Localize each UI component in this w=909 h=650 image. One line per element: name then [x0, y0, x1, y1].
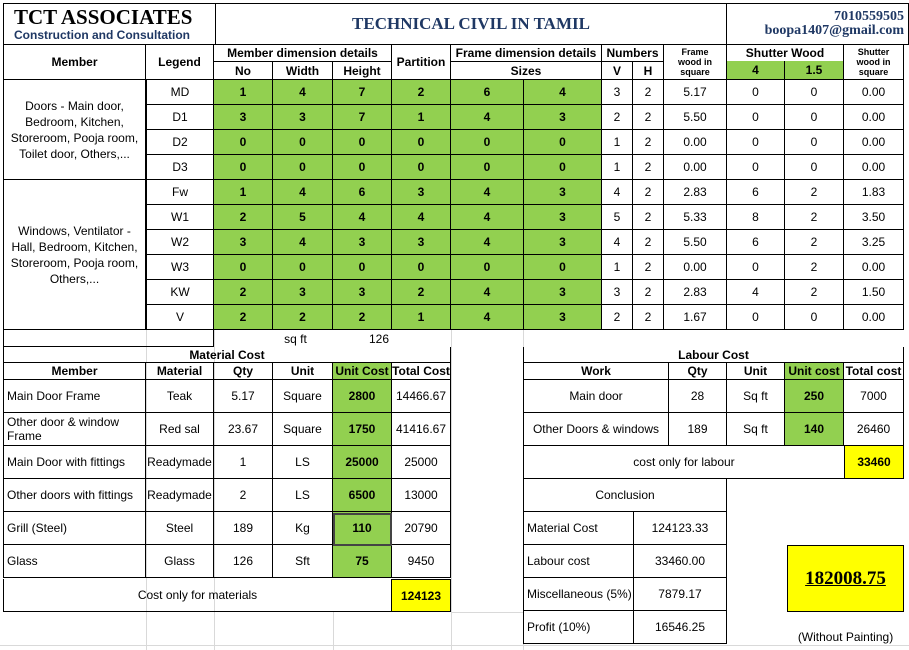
row-fw-height[interactable]: 6 [333, 180, 392, 205]
row-kw-shutter-a[interactable]: 4 [727, 280, 785, 305]
material-total-label: Cost only for materials [3, 579, 392, 612]
row-md-shutter-sq[interactable]: 0.00 [844, 80, 904, 105]
shutter-param-b: 1.5 [785, 61, 844, 80]
sqft-label: sq ft [284, 331, 307, 346]
labour-total-value: 33460 [844, 446, 904, 479]
conclusion-value-2[interactable]: 7879.17 [634, 578, 727, 611]
row-w2-shutter-a[interactable]: 6 [727, 230, 785, 255]
gridline [451, 330, 452, 650]
row-v-width[interactable]: 2 [273, 305, 333, 330]
col-header-frame-wood: Frame wood in square [664, 45, 727, 80]
row-v-shutter-b[interactable]: 0 [785, 305, 844, 330]
labour-row-0-qty[interactable]: 28 [669, 380, 727, 413]
col-header-no: No [214, 62, 273, 80]
material-header-member: Member [3, 363, 146, 380]
col-header-legend: Legend [146, 45, 214, 80]
row-fw-partition[interactable]: 3 [392, 180, 451, 205]
material-row-5-qty[interactable]: 126 [214, 545, 273, 578]
row-kw-partition[interactable]: 2 [392, 280, 451, 305]
material-row-1-qty[interactable]: 23.67 [214, 413, 273, 446]
row-d1-size-b[interactable]: 3 [524, 105, 602, 130]
material-row-2-total-cost[interactable]: 25000 [392, 446, 451, 479]
row-d1-height[interactable]: 7 [333, 105, 392, 130]
material-row-3-qty[interactable]: 2 [214, 479, 273, 512]
labour-row-1-work[interactable]: Other Doors & windows [523, 413, 669, 446]
material-row-0-material[interactable]: Teak [146, 380, 214, 413]
row-d1-shutter-a[interactable]: 0 [727, 105, 785, 130]
row-kw-size-b[interactable]: 3 [524, 280, 602, 305]
row-md-no[interactable]: 1 [214, 80, 273, 105]
material-row-0-member[interactable]: Main Door Frame [3, 380, 146, 413]
row-md-size-a[interactable]: 6 [451, 80, 524, 105]
row-d2-h[interactable]: 2 [633, 130, 664, 155]
row-w3-legend[interactable]: W3 [146, 255, 214, 280]
row-w3-partition[interactable]: 0 [392, 255, 451, 280]
material-row-2-unit[interactable]: LS [273, 446, 333, 479]
row-v-h[interactable]: 2 [633, 305, 664, 330]
material-cost-title: Material Cost [3, 347, 451, 363]
row-fw-shutter-b[interactable]: 2 [785, 180, 844, 205]
row-kw-shutter-sq[interactable]: 1.50 [844, 280, 904, 305]
labour-row-1-total-cost[interactable]: 26460 [844, 413, 904, 446]
material-row-0-qty[interactable]: 5.17 [214, 380, 273, 413]
email-address: boopa1407@gmail.com [764, 23, 904, 38]
row-w1-legend[interactable]: W1 [146, 205, 214, 230]
material-row-5-material[interactable]: Glass [146, 545, 214, 578]
sheet-title: TECHNICAL CIVIL IN TAMIL [216, 3, 727, 45]
row-d1-no[interactable]: 3 [214, 105, 273, 130]
row-w2-partition[interactable]: 3 [392, 230, 451, 255]
row-w2-h[interactable]: 2 [633, 230, 664, 255]
row-d3-shutter-b[interactable]: 0 [785, 155, 844, 180]
material-row-2-member[interactable]: Main Door with fittings [3, 446, 146, 479]
row-d2-no[interactable]: 0 [214, 130, 273, 155]
material-row-1-member[interactable]: Other door & window Frame [3, 413, 146, 446]
row-d1-shutter-sq[interactable]: 0.00 [844, 105, 904, 130]
row-w2-shutter-sq[interactable]: 3.25 [844, 230, 904, 255]
material-row-3-unit-cost[interactable]: 6500 [333, 479, 392, 512]
labour-row-1-unit[interactable]: Sq ft [727, 413, 785, 446]
row-d3-shutter-sq[interactable]: 0.00 [844, 155, 904, 180]
material-header-qty: Qty [214, 363, 273, 380]
phone-number: 7010559505 [834, 9, 904, 24]
selected-cell-outline[interactable] [333, 513, 392, 546]
labour-row-0-unit-cost[interactable]: 250 [785, 380, 844, 413]
row-d1-shutter-b[interactable]: 0 [785, 105, 844, 130]
row-kw-frame-wood[interactable]: 2.83 [664, 280, 727, 305]
row-kw-height[interactable]: 3 [333, 280, 392, 305]
labour-header-qty: Qty [669, 363, 727, 380]
row-v-v[interactable]: 2 [602, 305, 633, 330]
row-w2-legend[interactable]: W2 [146, 230, 214, 255]
row-d2-shutter-a[interactable]: 0 [727, 130, 785, 155]
contact-block [727, 3, 909, 45]
row-d2-shutter-b[interactable]: 0 [785, 130, 844, 155]
conclusion-value-1[interactable]: 33460.00 [634, 545, 727, 578]
row-w2-size-a[interactable]: 4 [451, 230, 524, 255]
row-v-height[interactable]: 2 [333, 305, 392, 330]
row-w3-height[interactable]: 0 [333, 255, 392, 280]
col-header-width: Width [273, 62, 333, 80]
group-doors: Doors - Main door, Bedroom, Kitchen, Storeroom, Pooja room, Toilet door, Others,... [3, 80, 146, 180]
row-w1-v[interactable]: 5 [602, 205, 633, 230]
row-w2-size-b[interactable]: 3 [524, 230, 602, 255]
row-w1-h[interactable]: 2 [633, 205, 664, 230]
col-header-member: Member [3, 45, 146, 80]
labour-row-0-work[interactable]: Main door [523, 380, 669, 413]
grand-total-note: (Without Painting) [797, 629, 894, 644]
row-d3-size-b[interactable]: 0 [524, 155, 602, 180]
col-header-h: H [633, 62, 664, 80]
col-header-frame-dim: Frame dimension details [451, 45, 602, 62]
row-v-size-a[interactable]: 4 [451, 305, 524, 330]
row-fw-shutter-a[interactable]: 6 [727, 180, 785, 205]
conclusion-label-3: Profit (10%) [523, 611, 634, 644]
shutter-param-a: 4 [727, 61, 785, 80]
labour-cost-title: Labour Cost [523, 347, 904, 363]
gridline [451, 612, 523, 613]
row-fw-width[interactable]: 4 [273, 180, 333, 205]
material-row-0-unit[interactable]: Square [273, 380, 333, 413]
row-w3-v[interactable]: 1 [602, 255, 633, 280]
row-d3-shutter-a[interactable]: 0 [727, 155, 785, 180]
row-w1-shutter-a[interactable]: 8 [727, 205, 785, 230]
row-d3-frame-wood[interactable]: 0.00 [664, 155, 727, 180]
row-md-legend[interactable]: MD [146, 80, 214, 105]
row-w2-height[interactable]: 3 [333, 230, 392, 255]
material-row-4-total-cost[interactable]: 20790 [392, 512, 451, 545]
row-d3-partition[interactable]: 0 [392, 155, 451, 180]
row-w1-shutter-b[interactable]: 2 [785, 205, 844, 230]
row-md-partition[interactable]: 2 [392, 80, 451, 105]
row-kw-size-a[interactable]: 4 [451, 280, 524, 305]
row-w2-width[interactable]: 4 [273, 230, 333, 255]
company-tagline: Construction and Consultation [14, 28, 190, 42]
material-row-2-qty[interactable]: 1 [214, 446, 273, 479]
row-d3-h[interactable]: 2 [633, 155, 664, 180]
row-w1-frame-wood[interactable]: 5.33 [664, 205, 727, 230]
material-header-material: Material [146, 363, 214, 380]
row-md-frame-wood[interactable]: 5.17 [664, 80, 727, 105]
col-header-numbers: Numbers [602, 45, 664, 62]
material-row-4-qty[interactable]: 189 [214, 512, 273, 545]
material-row-1-total-cost[interactable]: 41416.67 [392, 413, 451, 446]
row-w3-width[interactable]: 0 [273, 255, 333, 280]
row-kw-shutter-b[interactable]: 2 [785, 280, 844, 305]
row-md-shutter-b[interactable]: 0 [785, 80, 844, 105]
row-w3-size-a[interactable]: 0 [451, 255, 524, 280]
row-d1-partition[interactable]: 1 [392, 105, 451, 130]
company-block [3, 3, 216, 45]
row-v-partition[interactable]: 1 [392, 305, 451, 330]
row-w1-partition[interactable]: 4 [392, 205, 451, 230]
row-d1-legend[interactable]: D1 [146, 105, 214, 130]
row-v-shutter-a[interactable]: 0 [727, 305, 785, 330]
col-header-member-dim: Member dimension details [214, 45, 392, 62]
row-fw-frame-wood[interactable]: 2.83 [664, 180, 727, 205]
row-md-shutter-a[interactable]: 0 [727, 80, 785, 105]
row-d2-size-a[interactable]: 0 [451, 130, 524, 155]
material-row-5-total-cost[interactable]: 9450 [392, 545, 451, 578]
labour-header-unit-cost: Unit cost [785, 363, 844, 380]
row-v-shutter-sq[interactable]: 0.00 [844, 305, 904, 330]
material-row-2-unit-cost[interactable]: 25000 [333, 446, 392, 479]
row-w2-frame-wood[interactable]: 5.50 [664, 230, 727, 255]
col-header-shutter-wood: Shutter Wood [727, 45, 844, 61]
gridline [0, 645, 909, 646]
material-row-1-unit-cost[interactable]: 1750 [333, 413, 392, 446]
row-d2-v[interactable]: 1 [602, 130, 633, 155]
labour-header-total-cost: Total cost [844, 363, 904, 380]
row-v-frame-wood[interactable]: 1.67 [664, 305, 727, 330]
row-fw-v[interactable]: 4 [602, 180, 633, 205]
material-row-2-material[interactable]: Readymade [146, 446, 214, 479]
material-row-4-material[interactable]: Steel [146, 512, 214, 545]
row-w1-size-b[interactable]: 3 [524, 205, 602, 230]
sqft-spacer [3, 330, 214, 347]
row-v-no[interactable]: 2 [214, 305, 273, 330]
conclusion-label-0: Material Cost [523, 512, 634, 545]
row-w3-frame-wood[interactable]: 0.00 [664, 255, 727, 280]
row-w1-height[interactable]: 4 [333, 205, 392, 230]
row-md-h[interactable]: 2 [633, 80, 664, 105]
row-w3-shutter-sq[interactable]: 0.00 [844, 255, 904, 280]
material-row-5-member[interactable]: Glass [3, 545, 146, 578]
labour-header-unit: Unit [727, 363, 785, 380]
row-kw-width[interactable]: 3 [273, 280, 333, 305]
row-v-size-b[interactable]: 3 [524, 305, 602, 330]
company-name: TCT ASSOCIATES [14, 5, 193, 29]
row-d2-partition[interactable]: 0 [392, 130, 451, 155]
row-w1-no[interactable]: 2 [214, 205, 273, 230]
labour-header-work: Work [523, 363, 669, 380]
row-fw-no[interactable]: 1 [214, 180, 273, 205]
row-fw-shutter-sq[interactable]: 1.83 [844, 180, 904, 205]
material-row-0-total-cost[interactable]: 14466.67 [392, 380, 451, 413]
row-d3-no[interactable]: 0 [214, 155, 273, 180]
row-md-v[interactable]: 3 [602, 80, 633, 105]
conclusion-title: Conclusion [523, 479, 727, 512]
row-d1-width[interactable]: 3 [273, 105, 333, 130]
material-row-4-unit[interactable]: Kg [273, 512, 333, 545]
labour-row-0-total-cost[interactable]: 7000 [844, 380, 904, 413]
material-row-1-material[interactable]: Red sal [146, 413, 214, 446]
material-row-3-unit[interactable]: LS [273, 479, 333, 512]
row-fw-h[interactable]: 2 [633, 180, 664, 205]
row-kw-h[interactable]: 2 [633, 280, 664, 305]
material-row-5-unit-cost[interactable]: 75 [333, 545, 392, 578]
row-d2-frame-wood[interactable]: 0.00 [664, 130, 727, 155]
material-row-4-unit-cost[interactable]: 110 [333, 512, 392, 545]
row-d3-legend[interactable]: D3 [146, 155, 214, 180]
row-kw-legend[interactable]: KW [146, 280, 214, 305]
row-d1-v[interactable]: 2 [602, 105, 633, 130]
material-header-unit: Unit [273, 363, 333, 380]
col-header-partition: Partition [392, 45, 451, 80]
row-md-width[interactable]: 4 [273, 80, 333, 105]
row-kw-no[interactable]: 2 [214, 280, 273, 305]
row-d2-shutter-sq[interactable]: 0.00 [844, 130, 904, 155]
row-v-legend[interactable]: V [146, 305, 214, 330]
material-header-total-cost: Total Cost [392, 364, 450, 378]
row-w2-v[interactable]: 4 [602, 230, 633, 255]
row-d2-height[interactable]: 0 [333, 130, 392, 155]
col-header-v: V [602, 62, 633, 80]
row-d1-h[interactable]: 2 [633, 105, 664, 130]
row-w3-size-b[interactable]: 0 [524, 255, 602, 280]
row-w2-shutter-b[interactable]: 2 [785, 230, 844, 255]
material-row-3-total-cost[interactable]: 13000 [392, 479, 451, 512]
row-d1-size-a[interactable]: 4 [451, 105, 524, 130]
col-header-sizes: Sizes [451, 62, 602, 80]
row-d3-height[interactable]: 0 [333, 155, 392, 180]
material-row-3-material[interactable]: Readymade [146, 479, 214, 512]
material-row-4-member[interactable]: Grill (Steel) [3, 512, 146, 545]
row-w1-size-a[interactable]: 4 [451, 205, 524, 230]
row-d2-size-b[interactable]: 0 [524, 130, 602, 155]
grand-total: 182008.75 [787, 545, 904, 612]
col-header-shutter-square: Shutter wood in square [844, 45, 904, 80]
material-row-5-unit[interactable]: Sft [273, 545, 333, 578]
row-w3-shutter-a[interactable]: 0 [727, 255, 785, 280]
group-windows: Windows, Ventilator - Hall, Bedroom, Kitchen, Storeroom, Pooja room, Others,... [3, 180, 146, 330]
material-total-value: 124123 [392, 579, 451, 612]
row-d2-legend[interactable]: D2 [146, 130, 214, 155]
material-header-unit-cost: Unit Cost [333, 363, 392, 380]
row-fw-legend[interactable]: Fw [146, 180, 214, 205]
labour-total-label: cost only for labour [523, 446, 844, 479]
labour-row-1-unit-cost[interactable]: 140 [785, 413, 844, 446]
col-header-height: Height [333, 62, 392, 80]
row-w1-width[interactable]: 5 [273, 205, 333, 230]
material-row-1-unit[interactable]: Square [273, 413, 333, 446]
row-d3-size-a[interactable]: 0 [451, 155, 524, 180]
row-d1-frame-wood[interactable]: 5.50 [664, 105, 727, 130]
row-w3-h[interactable]: 2 [633, 255, 664, 280]
row-md-height[interactable]: 7 [333, 80, 392, 105]
row-d3-width[interactable]: 0 [273, 155, 333, 180]
sqft-value: 126 [368, 331, 389, 346]
conclusion-value-0[interactable]: 124123.33 [634, 512, 727, 545]
row-fw-size-a[interactable]: 4 [451, 180, 524, 205]
row-w3-no[interactable]: 0 [214, 255, 273, 280]
conclusion-label-2: Miscellaneous (5%) [523, 578, 634, 611]
row-w2-no[interactable]: 3 [214, 230, 273, 255]
row-md-size-b[interactable]: 4 [524, 80, 602, 105]
material-row-3-member[interactable]: Other doors with fittings [3, 479, 146, 512]
row-w3-shutter-b[interactable]: 2 [785, 255, 844, 280]
row-kw-v[interactable]: 3 [602, 280, 633, 305]
labour-row-0-unit[interactable]: Sq ft [727, 380, 785, 413]
labour-row-1-qty[interactable]: 189 [669, 413, 727, 446]
row-w1-shutter-sq[interactable]: 3.50 [844, 205, 904, 230]
row-d2-width[interactable]: 0 [273, 130, 333, 155]
material-row-0-unit-cost[interactable]: 2800 [333, 380, 392, 413]
conclusion-value-3[interactable]: 16546.25 [634, 611, 727, 644]
conclusion-label-1: Labour cost [523, 545, 634, 578]
row-d3-v[interactable]: 1 [602, 155, 633, 180]
row-fw-size-b[interactable]: 3 [524, 180, 602, 205]
